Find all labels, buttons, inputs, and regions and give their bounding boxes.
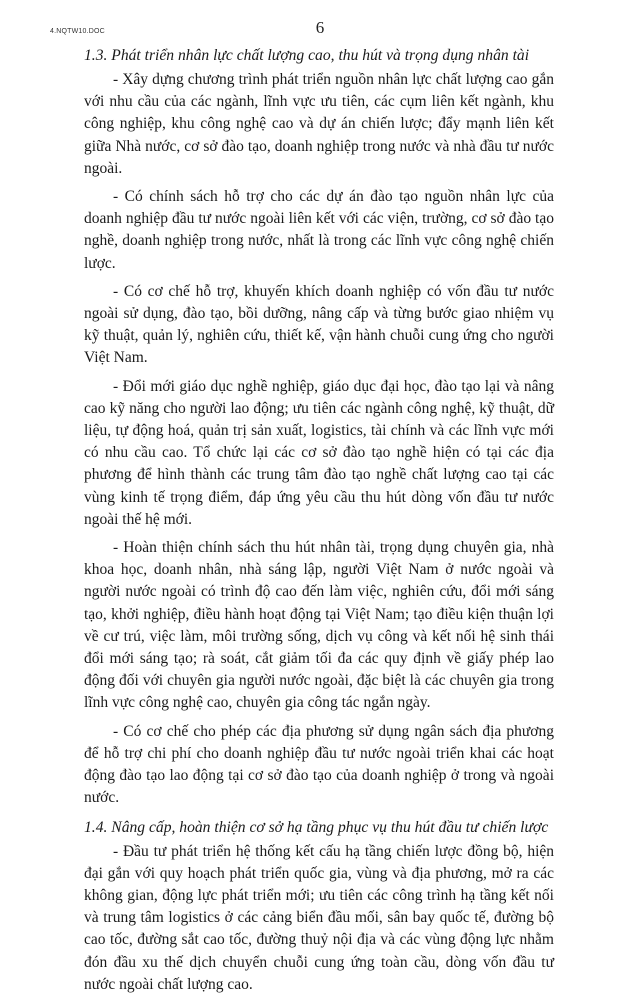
document-body [84,44,554,1002]
paragraph: - Xây dựng chương trình phát triển nguồn nhân lực chất lượng cao gắn với nhu cầu của các ngành, lĩnh vực ưu tiên, các cụm liên kết ngành, khu công nghiệp, khu công nghệ cao và dự án chiến lược; đẩy mạnh liên kết giữa Nhà nước, cơ sở đào tạo, doanh nghiệp trong nước và nhà đầu tư nước ngoài. [84,71,554,177]
paragraph: - Có cơ chế cho phép các địa phương sử dụng ngân sách địa phương để hỗ trợ chi phí cho doanh nghiệp đầu tư nước ngoài triển khai các hoạt động đào tạo lao động tại cơ sở đào tạo của doanh nghiệp ở trong và ngoài nước. [84,722,554,807]
paragraph: - Đổi mới giáo dục nghề nghiệp, giáo dục đại học, đào tạo lại và nâng cao kỹ năng cho người lao động; ưu tiên các ngành công nghệ, kỹ thuật, dữ liệu, tự động hoá, quản trị sản xuất, logistics, tài chính và các lĩnh vực mới có nhu cầu cao. Tổ chức lại các cơ sở đào tạo nghề hiện có tại các địa phương để hình thành các trung tâm đào tạo nghề chất lượng cao tại các vùng kinh tế trọng điểm, đáp ứng yêu cầu thu hút dòng vốn đầu tư nước ngoài thế hệ mới. [84,377,554,528]
file-label: 4.NQTW10.DOC [50,28,105,35]
page-number: 6 [315,18,325,37]
paragraph: - Hoàn thiện chính sách thu hút nhân tài, trọng dụng chuyên gia, nhà khoa học, doanh nhân, nhà sáng lập, người Việt Nam ở nước ngoài và người nước ngoài có trình độ cao đến làm việc, nghiên cứu, đổi mới sáng tạo, khởi nghiệp, điều hành hoạt động tại Việt Nam; tạo điều kiện thuận lợi về cư trú, việc làm, môi trường sống, dịch vụ công và kết nối hệ sinh thái đổi mới sáng tạo; rà soát, cắt giảm tối đa các quy định về giấy phép lao động đối với chuyên gia người nước ngoài, đặc biệt là các chuyên gia trong lĩnh vực công nghệ cao, chuyên gia công tác ngắn ngày. [84,539,554,712]
section-heading-1-3: 1.3. Phát triển nhân lực chất lượng cao, thu hút và trọng dụng nhân tài [84,47,530,64]
paragraph: - Có cơ chế hỗ trợ, khuyến khích doanh nghiệp có vốn đầu tư nước ngoài sử dụng, đào tạo, bồi dưỡng, nâng cấp và từng bước giao nhiệm vụ kỹ thuật, quản lý, nghiên cứu, thiết kế, vận hành chuỗi cung ứng cho người Việt Nam. [84,282,554,367]
paragraph: - Đầu tư phát triển hệ thống kết cấu hạ tầng chiến lược đồng bộ, hiện đại gắn với quy hoạch phát triển quốc gia, vùng và địa phương, mở ra các không gian, động lực phát triển mới; ưu tiên các công trình hạ tầng kết nối và trung tâm logistics ở các cảng biển đầu mối, sân bay quốc tế, đường bộ cao tốc, đường sắt cao tốc, đường thuỷ nội địa và các vùng động lực nhằm đón đầu xu thế dịch chuyển chuỗi cung ứng toàn cầu, dòng vốn đầu tư nước ngoài chất lượng cao. [84,842,554,993]
section-heading-1-4: 1.4. Nâng cấp, hoàn thiện cơ sở hạ tầng phục vụ thu hút đầu tư chiến lược [84,818,549,836]
paragraph: - Có chính sách hỗ trợ cho các dự án đào tạo nguồn nhân lực của doanh nghiệp đầu tư nước ngoài liên kết với các viện, trường, cơ sở đào tạo nghề, doanh nghiệp trong nước, nhất là trong các lĩnh vực công nghệ chiến lược. [84,188,554,272]
